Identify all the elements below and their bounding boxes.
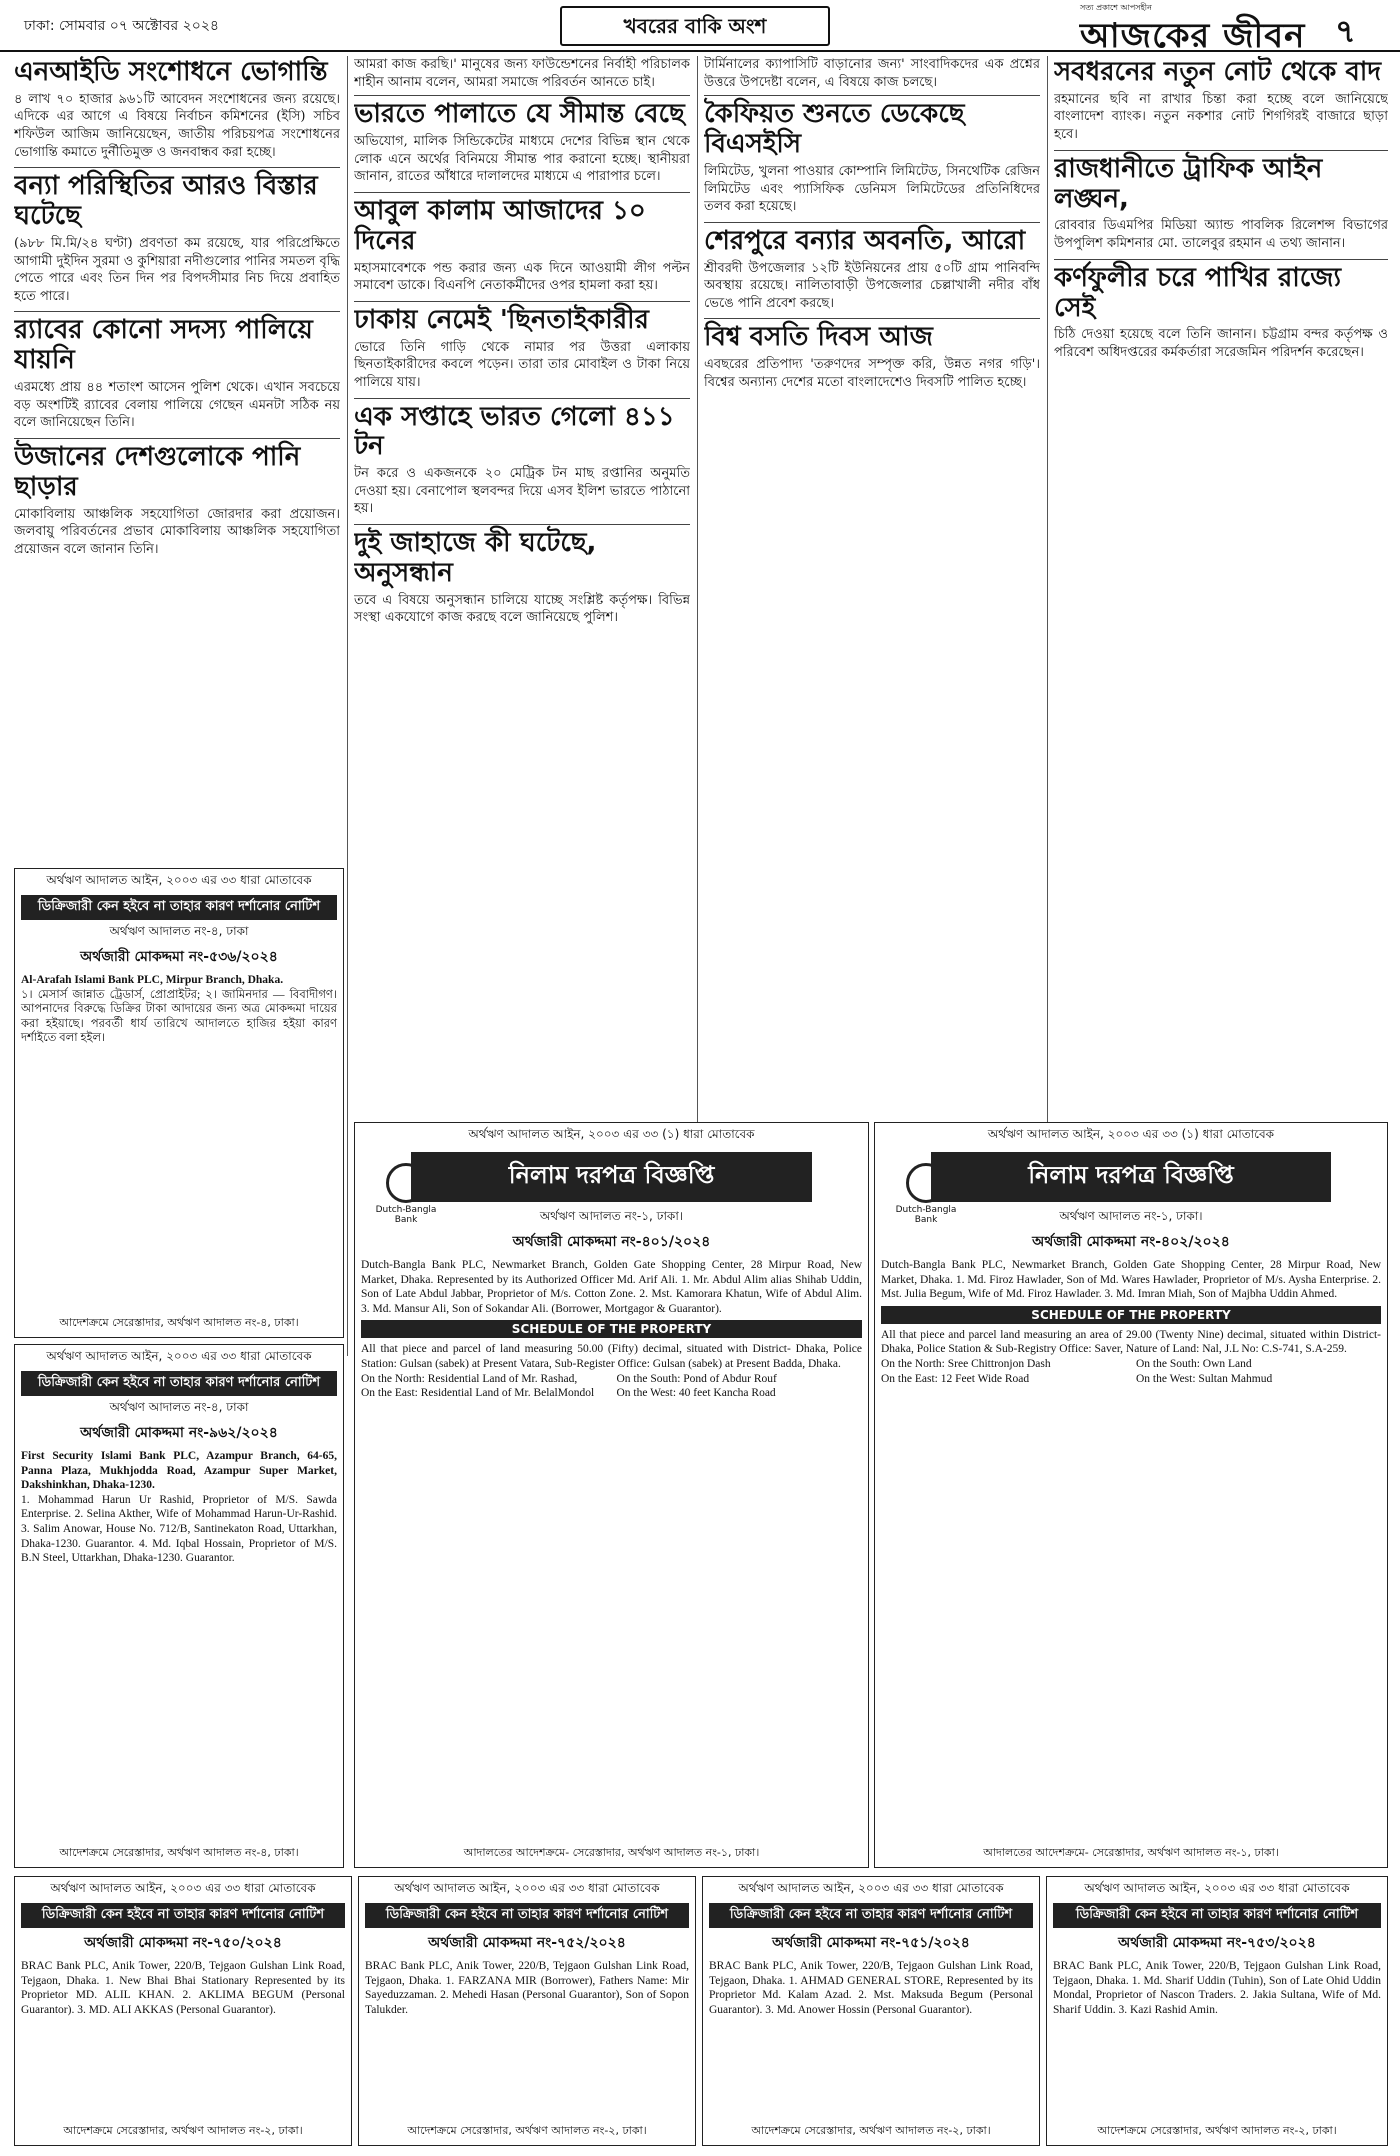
notice-bank: First Security Islami Bank PLC, Azampur Branch, 64-65, Panna Plaza, Mukhjodda Road, Azampur Super Market, Dakshinkhan, Dhaka-1230. <box>21 1450 337 1492</box>
notice-footer: আদেশক্রমে সেরেস্তাদার, অর্থঋণ আদালত নং-২, ঢাকা। <box>1097 2124 1337 2137</box>
issue-date: ঢাকা: সোমবার ০৭ অক্টোবর ২০২৪ <box>24 18 220 34</box>
boundary-west: On the West: 40 feet Kancha Road <box>616 1387 776 1400</box>
story-body: অভিযোগ, মালিক সিন্ডিকেটের মাধ্যমে দেশের বিভিন্ন স্থান থেকে লোক এনে অর্থের বিনিময়ে সীমান্ত পার করানো হচ্ছে। স্থানীয়রা জানান, রাতের আঁধারে দালালদের মাধ্যমে এ পারাপার চলে। <box>354 134 690 185</box>
notice-bank: Al-Arafah Islami Bank PLC, Mirpur Branch, Dhaka. <box>21 974 284 986</box>
divider <box>354 524 690 525</box>
column-2 <box>354 56 690 1166</box>
notice-footer: আদেশক্রমে সেরেস্তাদার, অর্থঋণ আদালত নং-২, ঢাকা। <box>407 2124 647 2137</box>
news-story <box>354 197 690 295</box>
divider <box>704 318 1040 319</box>
news-story <box>1054 155 1388 253</box>
notice-title: ডিক্রিজারী কেন হইবে না তাহার কারণ দর্শানোর নোটিশ <box>1053 1903 1381 1928</box>
story-body: শ্রীবরদী উপজেলার ১২টি ইউনিয়নের প্রায় ৫০টি গ্রাম পানিবন্দি অবস্থায় রয়েছে। নালিতাবাড়ী উপজেলার চেল্লাখালী নদীর বাঁধ ভেঙে পানি প্রবেশ করছে। <box>704 260 1040 311</box>
story-body: রোববার ডিএমপির মিডিয়া অ্যান্ড পাবলিক রিলেশন্স বিভাগের উপপুলিশ কমিশনার মো. তালেবুর রহমান এ তথ্য জানান। <box>1054 218 1388 252</box>
divider <box>704 95 1040 96</box>
story-body: টার্মিনালের ক্যাপাসিটি বাড়ানোর জন্য' সাংবাদিকদের এক প্রশ্নের উত্তরে উপদেষ্টা বলেন, এ বিষয়ে কাজ চলছে। <box>704 57 1040 90</box>
column-1 <box>14 56 340 856</box>
schedule-title: SCHEDULE OF THE PROPERTY <box>881 1306 1381 1324</box>
news-story <box>354 100 690 186</box>
boundary-south: On the South: Own Land <box>1136 1357 1252 1370</box>
story-body: ভোরে তিনি গাড়ি থেকে নামার পর উত্তরা এলাকায় ছিনতাইকারীদের কবলে পড়েন। তারা তার মোবাইল ও টাকা নিয়ে পালিয়ে যায়। <box>354 339 690 390</box>
story-body: ৪ লাখ ৭০ হাজার ৯৬১টি আবেদন সংশোধনের জন্য রয়েছে। এদিকে এর আগে এ বিষয়ে নির্বাচন কমিশনের (ইসি) সচিব শফিউল আজিম জানিয়েছেন, জাতীয় পরিচয়পত্র সংশোধনের ভোগান্তি কমাতে দুর্নীতিমুক্ত ও জনবান্ধব করা হচ্ছে। <box>14 91 340 160</box>
notice-body: BRAC Bank PLC, Anik Tower, 220/B, Tejgaon Gulshan Link Road, Tejgaon, Dhaka. 1. FARZANA MIR (Borrower), Fathers Name: Mir Sayeduzzaman. 2. Mehedi Hasan (Personal Guarantor), Son of Sopon Talukder. <box>365 1960 689 2016</box>
notice-footer: আদেশক্রমে সেরেস্তাদার, অর্থঋণ আদালত নং-২, ঢাকা। <box>63 2124 303 2137</box>
divider <box>354 398 690 399</box>
column-divider <box>347 56 348 1356</box>
headline[interactable]: দুই জাহাজে কী ঘটেছে, অনুসন্ধান <box>354 528 597 588</box>
notice-act: অর্থঋণ আদালত আইন, ২০০৩ এর ৩৩ (১) ধারা মোতাবেক <box>987 1127 1275 1141</box>
notice-body: ১। মেসার্স জান্নাত ট্রেডার্স, প্রোপ্রাইটর; ২। জামিনদার — বিবাদীগণ। আপনাদের বিরুদ্ধে ডিক্রির টাকা আদায়ের জন্য অত্র মোকদ্দমা দায়ের করা হইয়াছে। পরবর্তী ধার্য তারিখে আদালতে হাজির হইয়া কারণ দর্শাইতে বলা হইল। <box>21 988 337 1045</box>
story-body: মোকাবিলায় আঞ্চলিক সহযোগিতা জোরদার করা প্রয়োজন। জলবায়ু পরিবর্তনের প্রভাব মোকাবিলায় আঞ্চলিক সহযোগিতা প্রয়োজন বলে জানান তিনি। <box>14 506 340 557</box>
notice-court: অর্থঋণ আদালত নং-৪, ঢাকা <box>109 1400 249 1414</box>
notice-body: BRAC Bank PLC, Anik Tower, 220/B, Tejgaon Gulshan Link Road, Tejgaon, Dhaka. 1. New Bhai Bhai Stationary Represented by its Proprietor MD. ALIL KHAN. 2. AKLIMA BEGUM (Personal Guarantor). 3. MD. ALI AKKAS (Personal Guarantor). <box>21 1960 345 2016</box>
auction-notice <box>354 1122 869 1868</box>
newspaper-logo <box>1080 3 1320 56</box>
divider <box>1054 150 1388 151</box>
notice-footer: আদেশক্রমে সেরেস্তাদার, অর্থঋণ আদালত নং-৪, ঢাকা। <box>59 1846 299 1859</box>
notice-case-number: অর্থজারী মোকদ্দমা নং-৪০২/২০২৪ <box>1032 1234 1230 1250</box>
notice-title: ডিক্রিজারী কেন হইবে না তাহার কারণ দর্শানোর নোটিশ <box>21 1371 337 1396</box>
boundary-north: On the North: Residential Land of Mr. Rashad, <box>361 1372 578 1385</box>
headline[interactable]: বন্যা পরিস্থিতির আরও বিস্তার ঘটেছে <box>14 171 318 232</box>
headline[interactable]: কৈফিয়ত শুনতে ডেকেছে বিএসইসি <box>704 99 965 160</box>
story-body: চিঠি দেওয়া হয়েছে বলে তিনি জানান। চট্টগ্রাম বন্দর কর্তৃপক্ষ ও পরিবেশ অধিদপ্তরের কর্মকর্তারা সরেজমিন পরিদর্শন করেছেন। <box>1054 327 1388 361</box>
notice-act: অর্থঋণ আদালত আইন, ২০০৩ এর ৩৩ ধারা মোতাবেক <box>46 1349 312 1363</box>
news-story <box>1054 264 1388 362</box>
notice-body: 1. Mohammad Harun Ur Rashid, Proprietor of M/S. Sawda Enterprise. 2. Selina Akther, Wife of Mohammad Harun-Ur-Rashid. 3. Salim Anowar, House No. 712/B, Santinekaton Road, Uttarkhan, Dhaka-1230. Guarantor. 4. Md. Iqbal Hossain, Proprietor of M/S. B.N Steel, Uttarkhan, Dhaka-1230. Guarantor. <box>21 1493 337 1565</box>
divider <box>1054 259 1388 260</box>
divider <box>354 301 690 302</box>
notice-footer: আদালতের আদেশক্রমে- সেরেস্তাদার, অর্থঋণ আদালত নং-১, ঢাকা। <box>463 1846 760 1859</box>
legal-notice <box>1046 1876 1388 2146</box>
bank-logo-label: Dutch-Bangla Bank <box>375 1205 437 1225</box>
story-body: মহাসমাবেশকে পন্ড করার জন্য এক দিনে আওয়ামী লীগ পল্টন সমাবেশ ডাকে। বিএনপি নেতাকর্মীদের ওপর হামলা করা হয়। <box>354 260 690 294</box>
notice-act: অর্থঋণ আদালত আইন, ২০০৩ এর ৩৩ ধারা মোতাবেক <box>50 1881 316 1895</box>
notice-footer: আদেশক্রমে সেরেস্তাদার, অর্থঋণ আদালত নং-২, ঢাকা। <box>751 2124 991 2137</box>
notice-body: Dutch-Bangla Bank PLC, Newmarket Branch, Golden Gate Shopping Center, 28 Mirpur Road, New Market, Dhaka. 1. Md. Firoz Hawlader, Son of Md. Wares Hawlader, Proprietor of M/s. Aysha Enterprise. 2. Mst. Julia Begum, Wife of Md. Firoz Hawlader. 3. Md. Imran Miah, Son of Majbha Uddin Ahmed. <box>881 1259 1381 1301</box>
notice-case-number: অর্থজারী মোকদ্দমা নং-৭৫০/২০২৪ <box>84 1935 282 1951</box>
bank-logo <box>885 1163 967 1223</box>
story-body: লিমিটেড, খুলনা পাওয়ার কোম্পানি লিমিটেড, সিনথেটিক রেজিন লিমিটেড এবং প্যাসিফিক ডেনিমস লিমিটেডের প্রতিনিধিদের তলব করা হয়েছে। <box>704 163 1040 215</box>
notice-act: অর্থঋণ আদালত আইন, ২০০৩ এর ৩৩ (১) ধারা মোতাবেক <box>468 1127 755 1141</box>
notice-title: ডিক্রিজারী কেন হইবে না তাহার কারণ দর্শানোর নোটিশ <box>365 1903 689 1928</box>
masthead <box>0 0 1400 56</box>
headline[interactable]: এনআইডি সংশোধনে ভোগান্তি <box>14 57 328 87</box>
legal-notice <box>14 1876 352 2146</box>
headline[interactable]: ভারতে পালাতে যে সীমান্ত বেছে <box>354 99 685 130</box>
notice-title: ডিক্রিজারী কেন হইবে না তাহার কারণ দর্শানোর নোটিশ <box>21 895 337 920</box>
headline[interactable]: কর্ণফুলীর চরে পাখির রাজ্যে সেই <box>1054 262 1342 323</box>
notice-court: অর্থঋণ আদালত নং-১, ঢাকা। <box>1059 1209 1203 1223</box>
notice-footer: আদেশক্রমে সেরেস্তাদার, অর্থঋণ আদালত নং-৪, ঢাকা। <box>59 1316 299 1329</box>
headline[interactable]: র‍্যাবের কোনো সদস্য পালিয়ে যায়নি <box>14 315 313 376</box>
news-story <box>354 403 690 519</box>
news-story <box>704 227 1040 313</box>
news-story <box>354 306 690 392</box>
story-body: টন করে ও একজনকে ২০ মেট্রিক টন মাছ রপ্তানির অনুমতি দেওয়া হয়। বেনাপোল স্থলবন্দর দিয়ে এসব ইলিশ ভারতে পাঠানো হয়। <box>354 466 690 517</box>
notice-case-number: অর্থজারী মোকদ্দমা নং-৭৫৩/২০২৪ <box>1118 1935 1316 1951</box>
notice-footer: আদালতের আদেশক্রমে- সেরেস্তাদার, অর্থঋণ আদালত নং-১, ঢাকা। <box>983 1846 1279 1859</box>
bank-logo-icon <box>906 1163 946 1203</box>
story-body: (৯৮৮ মি.মি/২৪ ঘণ্টা) প্রবণতা কম রয়েছে, যার পরিপ্রেক্ষিতে আগামী দুইদিন সুরমা ও কুশিয়ারা নদীগুলোর পানির সমতল বৃদ্ধি পেতে পারে এবং তিন দিন পর বিপদসীমার নিচ দিয়ে প্রবাহিত হতে পারে। <box>14 236 340 304</box>
section-title: খবরের বাকি অংশ <box>560 6 830 46</box>
news-story <box>704 323 1040 391</box>
schedule-body: All that piece and parcel of land measuring 50.00 (Fifty) decimal, situated with District- Dhaka, Police Station: Gulsan (sabek) at Present Vatara, Sub-Register Office: Gulsan (sabek) at Present Badda, Dhaka. <box>361 1343 862 1370</box>
divider <box>354 192 690 193</box>
property-boundaries <box>875 1357 1387 1386</box>
boundary-east: On the East: Residential Land of Mr. BelalMondol <box>361 1387 595 1400</box>
notice-body: Dutch-Bangla Bank PLC, Newmarket Branch, Golden Gate Shopping Center, 28 Mirpur Road, New Market, Dhaka. Represented by its Authorized Officer Md. Arif Ali. 1. Mr. Abdul Alim alias Shihab Uddin, Son of Late Abdul Jabbar, Proprietor of M/s. Cotton Zone. 2. Mst. Kamorara Khatun, Wife of Abdul Alim. 3. Md. Mansur Ali, Son of Sokandar Ali. (Borrower, Mortgagor & Guarantor). <box>361 1259 862 1315</box>
notice-court: অর্থঋণ আদালত নং-১, ঢাকা। <box>539 1209 684 1223</box>
notice-act: অর্থঋণ আদালত আইন, ২০০৩ এর ৩৩ ধারা মোতাবেক <box>738 1881 1004 1895</box>
notice-title: ডিক্রিজারী কেন হইবে না তাহার কারণ দর্শানোর নোটিশ <box>21 1903 345 1928</box>
boundary-north: On the North: Sree Chittronjon Dash <box>881 1357 1051 1370</box>
notice-title: ডিক্রিজারী কেন হইবে না তাহার কারণ দর্শানোর নোটিশ <box>709 1903 1033 1928</box>
notice-act: অর্থঋণ আদালত আইন, ২০০৩ এর ৩৩ ধারা মোতাবেক <box>1084 1881 1350 1895</box>
notice-case-number: অর্থজারী মোকদ্দমা নং-৭৫২/২০২৪ <box>428 1935 626 1951</box>
notice-act: অর্থঋণ আদালত আইন, ২০০৩ এর ৩৩ ধারা মোতাবেক <box>394 1881 660 1895</box>
bank-logo <box>365 1163 447 1223</box>
notice-court: অর্থঋণ আদালত নং-৪, ঢাকা <box>109 924 249 938</box>
notice-case-number: অর্থজারী মোকদ্দমা নং-৭৫১/২০২৪ <box>772 1935 970 1951</box>
story-body: এরমধ্যে প্রায় ৪৪ শতাংশ আসেন পুলিশ থেকে। এখান সবচেয়ে বড় অংশটিই র‍্যাবের বেলায় পালিয়ে গেছেন এমনটা সঠিক নয় বলে জানিয়েছেন তিনি। <box>14 380 340 431</box>
divider <box>354 95 690 96</box>
story-body: আমরা কাজ করছি।' মানুষের জন্য ফাউন্ডেশনের নির্বাহী পরিচালক শাহীন আনাম বলেন, আমরা সমাজে পরিবর্তন আনতে চাই। <box>354 57 690 90</box>
notice-act: অর্থঋণ আদালত আইন, ২০০৩ এর ৩৩ ধারা মোতাবেক <box>46 873 312 887</box>
headline[interactable]: শেরপুরে বন্যার অবনতি, আরো <box>704 225 1026 256</box>
logo-tagline: সত্য প্রকাশে আপসহীন <box>1080 3 1152 12</box>
schedule-body: All that piece and parcel land measuring an area of 29.00 (Twenty Nine) decimal, situated within District- Dhaka, Police Station & Sub-Registry Office: Saver, Nature of Land: Nal, J.L No: C.S-741, S.A-259. <box>881 1328 1381 1356</box>
notice-body: BRAC Bank PLC, Anik Tower, 220/B, Tejgaon Gulshan Link Road, Tejgaon, Dhaka. 1. AHMAD GENERAL STORE, Represented by its Proprietor Md. Kalam Azad. 2. Mst. Maksuda Begum (Personal Guarantor). 3. Md. Anower Hossin (Personal Guarantor). <box>709 1960 1033 2016</box>
divider <box>704 222 1040 223</box>
legal-notice <box>702 1876 1040 2146</box>
schedule-title: SCHEDULE OF THE PROPERTY <box>361 1320 862 1338</box>
headline[interactable]: উজানের দেশগুলোকে পানি ছাড়ার <box>14 441 301 502</box>
auction-title: নিলাম দরপত্র বিজ্ঞপ্তি <box>931 1152 1330 1202</box>
story-body: এবছরের প্রতিপাদ্য 'তরুণদের সম্পৃক্ত করি, উন্নত নগর গড়ি'। বিশ্বের অন্যান্য দেশের মতো বাংলাদেশেও দিবসটি পালিত হচ্ছে। <box>704 357 1040 390</box>
notice-case-number: অর্থজারী মোকদ্দমা নং-৪০১/২০২৪ <box>512 1234 711 1250</box>
logo-name: আজকের জীবন <box>1080 16 1306 56</box>
column-4 <box>1054 56 1388 1076</box>
headline[interactable]: রাজধানীতে ট্রাফিক আইন লঙ্ঘন, <box>1054 153 1323 214</box>
headline[interactable]: সবধরনের নতুন নোট থেকে বাদ <box>1054 57 1382 87</box>
bank-logo-icon <box>386 1163 426 1203</box>
boundary-west: On the West: Sultan Mahmud <box>1136 1372 1273 1385</box>
bank-logo-label: Dutch-Bangla Bank <box>895 1205 957 1225</box>
legal-notice <box>14 1344 344 1868</box>
news-story <box>14 58 340 161</box>
story-body: রহমানের ছবি না রাখার চিন্তা করা হচ্ছে বলে জানিয়েছে বাংলাদেশ ব্যাংক। নতুন নকশার নোট শিগগিরই বাজারে ছাড়া হবে। <box>1054 91 1388 143</box>
news-story <box>704 100 1040 216</box>
news-story <box>354 529 690 627</box>
boundary-south: On the South: Pond of Abdur Rouf <box>616 1372 777 1385</box>
divider <box>14 167 340 168</box>
news-story <box>1054 58 1388 144</box>
headline[interactable]: ঢাকায় নেমেই 'ছিনতাইকারীর <box>354 304 649 335</box>
page-number: ৭ <box>1335 12 1356 50</box>
boundary-east: On the East: 12 Feet Wide Road <box>881 1372 1030 1385</box>
notice-case-number: অর্থজারী মোকদ্দমা নং-৯৬২/২০২৪ <box>80 1425 278 1441</box>
news-story <box>14 443 340 559</box>
news-story <box>14 172 340 305</box>
property-boundaries <box>355 1372 868 1401</box>
legal-notice <box>358 1876 696 2146</box>
auction-title: নিলাম দরপত্র বিজ্ঞপ্তি <box>411 1152 811 1202</box>
news-story <box>14 316 340 432</box>
headline[interactable]: এক সপ্তাহে ভারত গেলো ৪১১ টন <box>354 401 675 462</box>
legal-notice <box>14 868 344 1338</box>
notice-case-number: অর্থজারী মোকদ্দমা নং-৫৩৬/২০২৪ <box>80 949 278 965</box>
notice-body: BRAC Bank PLC, Anik Tower, 220/B, Tejgaon Gulshan Link Road, Tejgaon, Dhaka. 1. Md. Sharif Uddin (Tuhin), Son of Late Ohid Uddin Mondal, Proprietor of Nascon Traders. 2. Jakia Sultana, Wife of Md. Sharif Uddin. 3. Kazi Rashid Amin. <box>1053 1960 1381 2016</box>
story-body: তবে এ বিষয়ে অনুসন্ধান চালিয়ে যাচ্ছে সংশ্লিষ্ট কর্তৃপক্ষ। বিভিন্ন সংস্থা একযোগে কাজ করছে বলে জানিয়েছে পুলিশ। <box>354 592 690 626</box>
headline[interactable]: বিশ্ব বসতি দিবস আজ <box>704 322 933 353</box>
column-3 <box>704 56 1040 1016</box>
divider <box>14 438 340 439</box>
headline[interactable]: আবুল কালাম আজাদের ১০ দিনের <box>354 195 646 256</box>
divider <box>14 311 340 312</box>
auction-notice <box>874 1122 1388 1868</box>
